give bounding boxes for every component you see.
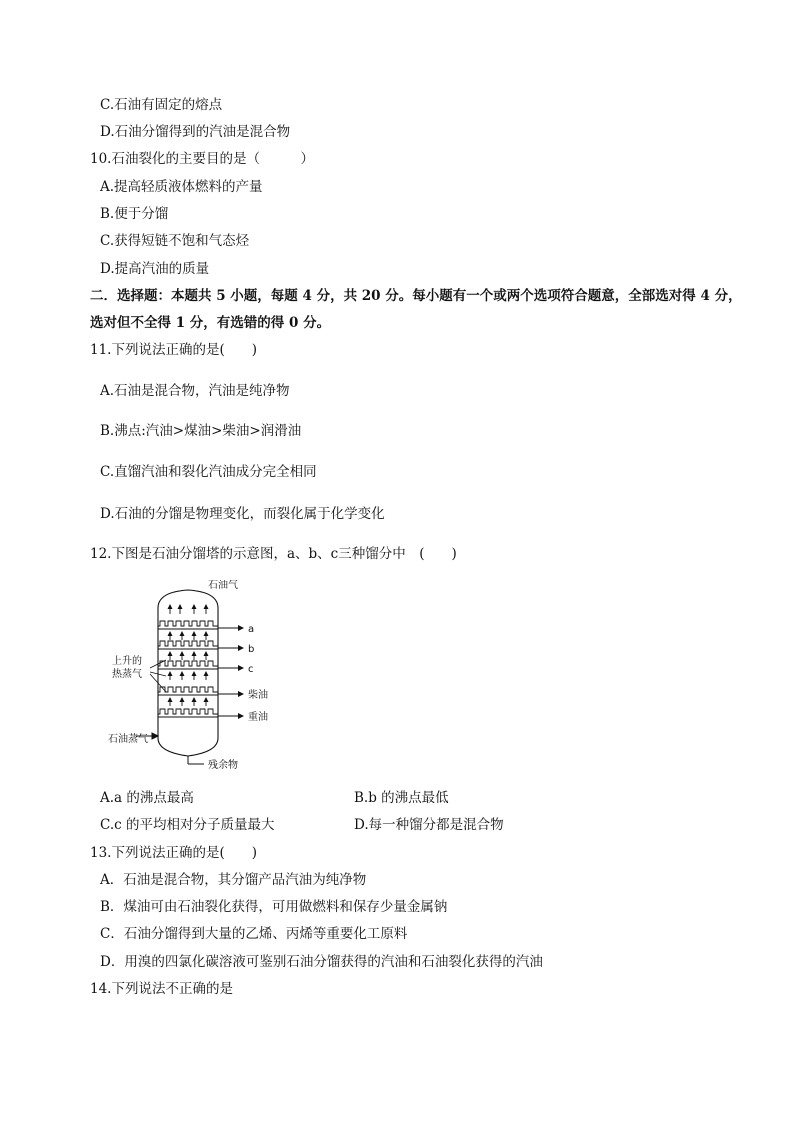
q12-option-b: B.b 的沸点最低: [354, 790, 449, 806]
bubble-cap-tray: [158, 687, 218, 695]
label-petroleum-vapor: 石油蒸气: [108, 734, 148, 745]
side-outlet-label: b: [248, 644, 255, 655]
q11-stem: 11.下列说法正确的是( ): [90, 342, 258, 358]
rising-vapor-arrow: [192, 697, 197, 706]
side-outlets: [218, 624, 268, 723]
rising-vapor-arrow: [178, 604, 183, 614]
rising-vapor-arrow: [204, 604, 209, 614]
q10-stem: 10.石油裂化的主要目的是（ ）: [90, 151, 314, 167]
q13-option-c: C．石油分馏得到大量的乙烯、丙烯等重要化工原料: [100, 926, 408, 942]
rising-vapor-arrow: [180, 631, 185, 640]
q12-option-c: C.c 的平均相对分子质量最大: [100, 817, 275, 833]
bubble-cap-tray: [158, 621, 218, 629]
rising-vapor-arrow: [168, 697, 173, 706]
side-outlet-arrow: [218, 645, 244, 651]
q11-option-b: B.沸点:汽油>煤油>柴油>润滑油: [100, 423, 302, 439]
bubble-cap-tray: [158, 709, 218, 717]
q12-option-d: D.每一种馏分都是混合物: [354, 817, 504, 833]
tower-body: [158, 590, 218, 756]
rising-vapor-arrow: [192, 671, 197, 680]
side-outlet-label: a: [248, 624, 255, 635]
rising-vapor-arrow: [180, 651, 185, 660]
section2-heading-line1: 二．选择题：本题共 5 小题，每题 4 分，共 20 分。每小题有一个或两个选项符合题意，全部选对得 4 分，: [90, 288, 742, 304]
q11-option-d: D.石油的分馏是物理变化，而裂化属于化学变化: [100, 506, 385, 522]
q9-option-c: C.石油有固定的熔点: [100, 97, 223, 113]
side-outlet-label: 柴油: [248, 690, 268, 701]
label-residue: 残余物: [208, 760, 238, 771]
side-outlet-arrow: [218, 625, 244, 631]
residue-outlet: [188, 756, 204, 764]
q12-option-a: A.a 的沸点最高: [100, 790, 194, 806]
rising-vapor-arrow: [168, 651, 173, 660]
rising-vapor-arrow: [192, 604, 197, 614]
rising-vapor-arrow: [204, 671, 209, 680]
rising-vapor-arrow: [204, 697, 209, 706]
q12-stem: 12.下图是石油分馏塔的示意图，a、b、c三种馏分中 ( ): [90, 546, 457, 562]
q10-option-c: C.获得短链不饱和气态烃: [100, 233, 250, 249]
rising-vapor-arrow: [192, 631, 197, 640]
section2-heading-line2: 选对但不全得 1 分，有选错的得 0 分。: [90, 315, 331, 331]
rising-vapor-arrow: [192, 651, 197, 660]
q13-option-d: D．用溴的四氯化碳溶液可鉴别石油分馏获得的汽油和石油裂化获得的汽油: [100, 954, 543, 970]
q11-option-c: C.直馏汽油和裂化汽油成分完全相同: [100, 464, 317, 480]
q14-stem: 14.下列说法不正确的是: [90, 981, 233, 997]
rising-vapor-arrow: [180, 671, 185, 680]
side-outlet-label: 重油: [248, 712, 268, 723]
rising-vapor-arrow: [204, 651, 209, 660]
rising-vapor-arrow: [204, 631, 209, 640]
label-petroleum-gas: 石油气: [208, 580, 238, 591]
bubble-cap-tray: [158, 661, 218, 669]
rising-vapor-arrow: [168, 631, 173, 640]
q10-option-d: D.提高汽油的质量: [100, 261, 210, 277]
rising-vapor-arrow: [168, 671, 173, 680]
tower-trays: [158, 604, 218, 717]
bubble-cap-tray: [158, 641, 218, 649]
q13-option-a: A．石油是混合物，其分馏产品汽油为纯净物: [100, 872, 367, 888]
q9-option-d: D.石油分馏得到的汽油是混合物: [100, 124, 291, 140]
side-outlet-arrow: [218, 665, 244, 671]
label-rising-vapor-2: 热蒸气: [112, 669, 142, 680]
side-outlet-arrow: [218, 713, 244, 719]
q10-option-b: B.便于分馏: [100, 206, 169, 222]
rising-vapor-arrow: [180, 697, 185, 706]
q11-option-a: A.石油是混合物，汽油是纯净物: [100, 383, 290, 399]
label-rising-vapor-1: 上升的: [112, 656, 142, 667]
q13-stem: 13.下列说法正确的是( ): [90, 845, 258, 861]
fractionating-tower-diagram: [108, 580, 278, 780]
q10-option-a: A.提高轻质液体燃料的产量: [100, 179, 263, 195]
q13-option-b: B．煤油可由石油裂化获得，可用做燃料和保存少量金属钠: [100, 899, 448, 915]
side-outlet-label: c: [248, 664, 254, 675]
rising-vapor-arrow: [168, 604, 173, 614]
side-outlet-arrow: [218, 691, 244, 697]
